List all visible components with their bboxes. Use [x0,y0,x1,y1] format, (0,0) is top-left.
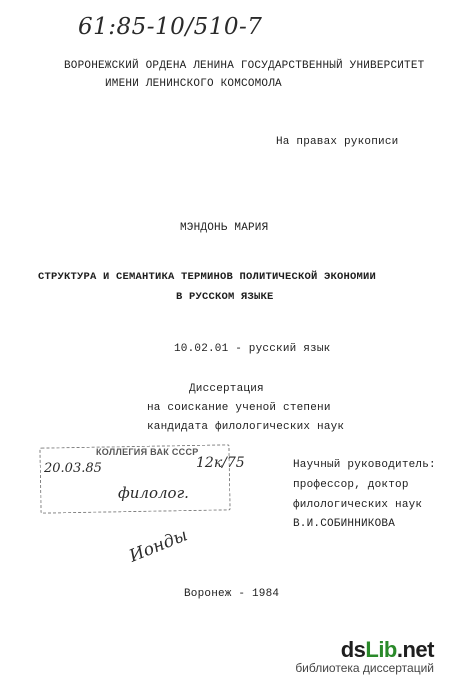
title-line-1: СТРУКТУРА И СЕМАНТИКА ТЕРМИНОВ ПОЛИТИЧЕСКОЙ ЭКОНОМИИ [38,271,377,283]
watermark [295,637,434,675]
title-line-2: В РУССКОМ ЯЗЫКЕ [176,291,274,303]
author-name: МЭНДОНЬ МАРИЯ [180,222,269,234]
watermark-tagline: библиотека диссертаций [295,661,434,675]
rights-note: На правах рукописи [276,136,399,148]
handwritten-code: 61:85-10/510-7 [78,14,263,40]
watermark-logo [295,637,434,663]
dissertation-line-1: Диссертация [189,383,264,395]
specialty: 10.02.01 - русский язык [174,343,331,355]
university-line-1: ВОРОНЕЖСКИЙ ОРДЕНА ЛЕНИНА ГОСУДАРСТВЕННЫЙ УНИВЕРСИТЕТ [64,60,425,72]
university-line-2: ИМЕНИ ЛЕНИНСКОГО КОМСОМОЛА [105,78,282,90]
supervisor-line-1: Научный руководитель: [293,459,436,471]
stamp-date: 20.03.85 [44,461,102,476]
supervisor-line-3: филологических наук [293,499,423,511]
supervisor-line-2: профессор, доктор [293,479,409,491]
dissertation-line-2: на соискание ученой степени [147,402,331,414]
stamp-word: филолог. [118,484,189,502]
watermark-site: dsLib.net [340,637,434,662]
dissertation-line-3: кандидата филологических наук [147,421,345,433]
city-year: Воронеж - 1984 [184,588,280,600]
stamp-number: 12к/75 [196,455,245,471]
signature: Ионды [126,525,191,567]
supervisor-line-4: В.И.СОБИННИКОВА [293,518,396,530]
stamp-header: КОЛЛЕГИЯ ВАК СССР [96,447,199,457]
